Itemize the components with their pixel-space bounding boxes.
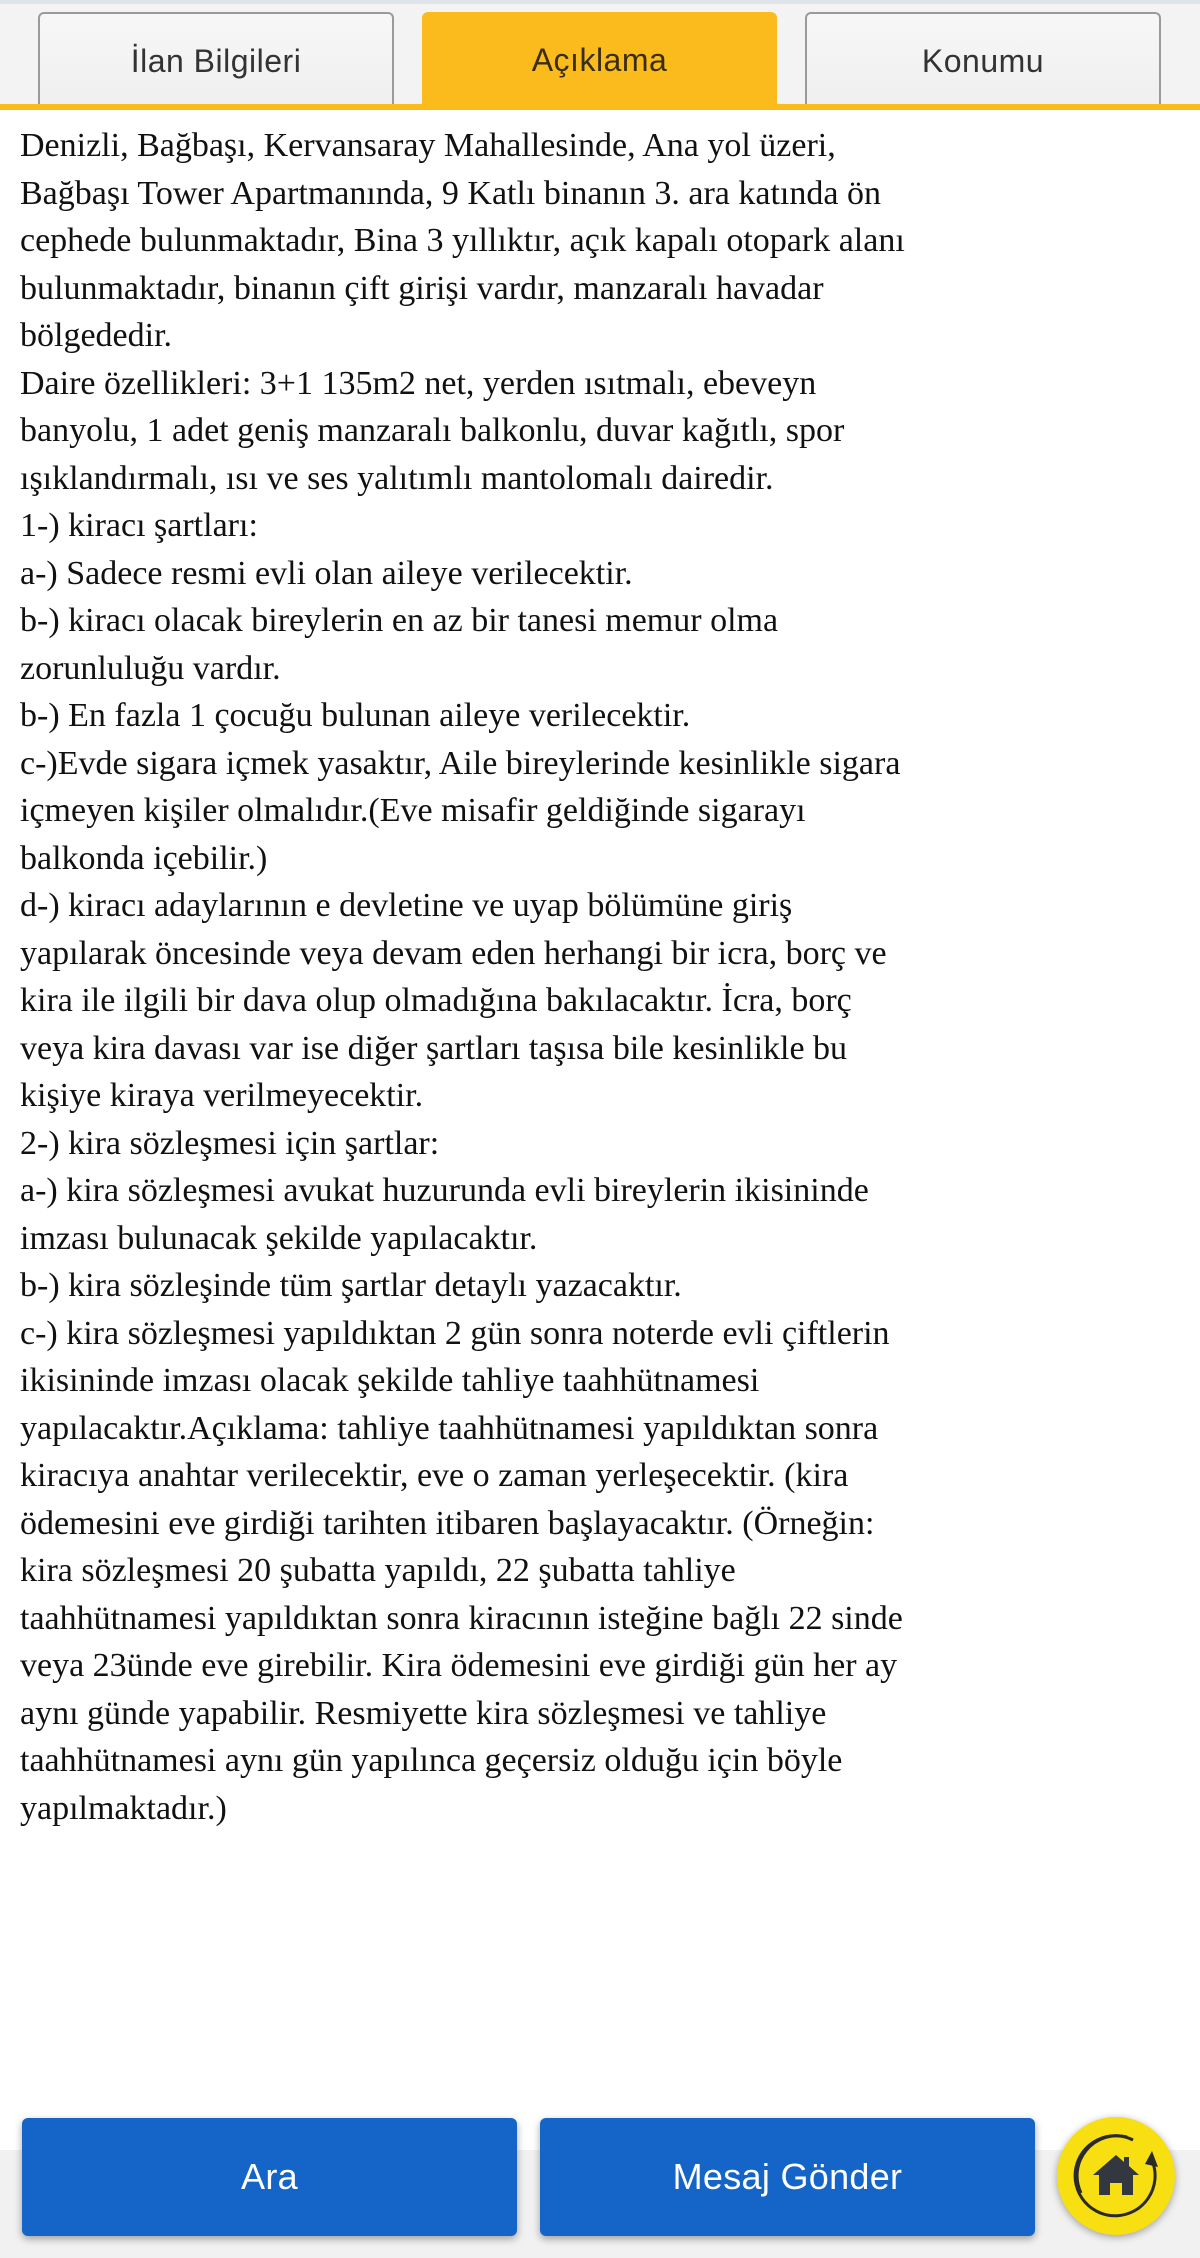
description-line: veya kira davası var ise diğer şartları taşısa bile kesinlikle bu — [20, 1029, 848, 1067]
tab-aciklama[interactable] — [422, 12, 777, 108]
description-line: taahhütnamesi aynı gün yapılınca geçersiz olduğu için böyle — [20, 1742, 843, 1779]
description-line: cephede bulunmaktadır, Bina 3 yıllıktır, açık kapalı otopark alanı — [20, 222, 905, 259]
description-line: balkonda içebilir.) — [20, 839, 268, 877]
description-line: bölgededir. — [20, 317, 173, 354]
description-line: kira ile ilgili bir dava olup olmadığına bakılacaktır. İcra, borç — [20, 982, 852, 1019]
description-line: b-) En fazla 1 çocuğu bulunan aileye verilecektir. — [20, 697, 691, 734]
description-line: Denizli, Bağbaşı, Kervansaray Mahallesinde, Ana yol üzeri, — [20, 127, 836, 164]
description-line: imzası bulunacak şekilde yapılacaktır. — [20, 1219, 538, 1257]
send-message-button[interactable] — [540, 2118, 1035, 2236]
description-line: a-) kira sözleşmesi avukat huzurunda evli bireylerin ikisininde — [20, 1172, 869, 1209]
description-line: ödemesini eve girdiği tarihten itibaren başlayacaktır. (Örneğin: — [20, 1504, 875, 1542]
description-line: banyolu, 1 adet geniş manzaralı balkonlu, duvar kağıtlı, spor — [20, 412, 845, 449]
description-line: veya 23ünde eve girebilir. Kira ödemesini eve girdiği gün her ay — [20, 1647, 898, 1684]
tab-ilan-bilgileri[interactable] — [38, 12, 394, 108]
call-button[interactable] — [22, 2118, 517, 2236]
description-line: içmeyen kişiler olmalıdır.(Eve misafir geldiğinde sigarayı — [20, 792, 806, 829]
description-line: b-) kira sözleşinde tüm şartlar detaylı yazacaktır. — [20, 1267, 682, 1304]
description-line: yapılmaktadır.) — [20, 1789, 227, 1827]
description-line: a-) Sadece resmi evli olan aileye verilecektir. — [20, 554, 633, 592]
description-line: taahhütnamesi yapıldıktan sonra kiracının isteğine bağlı 22 sinde — [20, 1599, 903, 1637]
description-line: bulunmaktadır, binanın çift girişi vardır, manzaralı havadar — [20, 269, 824, 307]
description-line: ikisininde imzası olacak şekilde tahliye taahhütnamesi — [20, 1362, 760, 1399]
call-button-label: Ara — [241, 2156, 298, 2197]
tab-bar — [0, 0, 1200, 104]
description-line: kira sözleşmesi 20 şubatta yapıldı, 22 şubatta tahliye — [20, 1552, 736, 1589]
description-text — [20, 122, 1185, 1832]
description-line: 1-) kiracı şartları: — [20, 507, 258, 544]
home-button[interactable] — [1057, 2117, 1175, 2235]
description-line: yapılacaktır.Açıklama: tahliye taahhütnamesi yapıldıktan sonra — [20, 1409, 879, 1447]
description-line: c-)Evde sigara içmek yasaktır, Aile bireylerinde kesinlikle sigara — [20, 744, 901, 782]
tab-label: İlan Bilgileri — [130, 42, 302, 79]
tab-label: Açıklama — [531, 41, 668, 78]
description-line: b-) kiracı olacak bireylerin en az bir tanesi memur olma — [20, 602, 779, 639]
description-line: Daire özellikleri: 3+1 135m2 net, yerden ısıtmalı, ebeveyn — [20, 364, 817, 402]
home-refresh-icon — [1057, 2117, 1175, 2235]
description-line: 2-) kira sözleşmesi için şartlar: — [20, 1124, 440, 1162]
send-message-button-label: Mesaj Gönder — [672, 2156, 903, 2197]
tab-label: Konumu — [921, 42, 1045, 79]
description-line: yapılarak öncesinde veya devam eden herhangi bir icra, borç ve — [20, 934, 887, 972]
description-line: ışıklandırmalı, ısı ve ses yalıtımlı mantolomalı dairedir. — [20, 459, 774, 497]
description-line: Bağbaşı Tower Apartmanında, 9 Katlı binanın 3. ara katında ön — [20, 174, 881, 212]
description-line: c-) kira sözleşmesi yapıldıktan 2 gün sonra noterde evli çiftlerin — [20, 1314, 890, 1352]
description-line: kiracıya anahtar verilecektir, eve o zaman yerleşecektir. (kira — [20, 1457, 849, 1494]
description-line: zorunluluğu vardır. — [20, 649, 281, 687]
description-line: aynı günde yapabilir. Resmiyette kira sözleşmesi ve tahliye — [20, 1694, 827, 1732]
active-tab-underline — [0, 104, 1200, 110]
tab-konumu[interactable] — [805, 12, 1161, 108]
description-line: kişiye kiraya verilmeyecektir. — [20, 1077, 424, 1114]
description-line: d-) kiracı adaylarının e devletine ve uyap bölümüne giriş — [20, 887, 793, 924]
